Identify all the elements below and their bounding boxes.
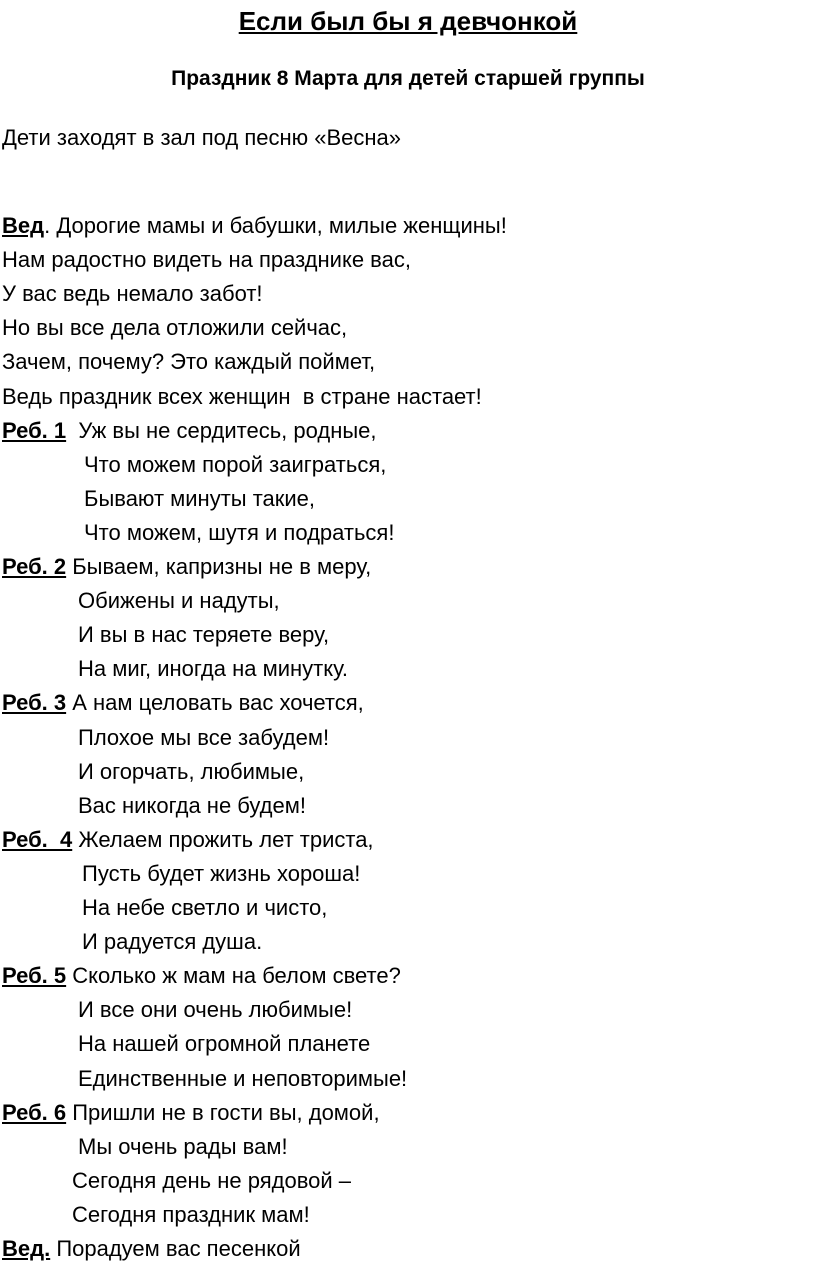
- intro-line: Дети заходят в зал под песню «Весна»: [2, 125, 402, 150]
- line-text: Зачем, почему? Это каждый поймет,: [2, 349, 376, 375]
- speaker-label: Реб. 1: [2, 417, 67, 443]
- verse-line: [82, 927, 262, 957]
- line-text: И огорчать, любимые,: [78, 758, 305, 784]
- verse-line: [2, 279, 263, 309]
- line-text: Мы очень рады вам!: [78, 1133, 288, 1159]
- verse-line: [2, 313, 347, 343]
- verse-line: [84, 484, 315, 514]
- verse-line: [78, 620, 329, 650]
- verse-line: [2, 347, 375, 377]
- verse-line: [78, 1064, 407, 1094]
- verse-line: [78, 1132, 288, 1162]
- line-text: И все они очень любимые!: [78, 997, 353, 1023]
- speaker-line: [2, 416, 377, 446]
- speaker-line: [2, 1098, 380, 1128]
- line-text: На нашей огромной планете: [78, 1031, 371, 1057]
- line-text: . Дорогие мамы и бабушки, милые женщины!: [44, 213, 507, 238]
- verse-line: [78, 723, 329, 753]
- verse-line: [78, 1029, 370, 1059]
- line-text: На небе светло и чисто,: [82, 895, 328, 920]
- verse-line: [72, 1200, 310, 1230]
- verse-line: [78, 995, 352, 1025]
- speaker-label: Реб. 6: [2, 1099, 67, 1125]
- verse-line: [78, 586, 280, 616]
- line-text: Нам радостно видеть на празднике вас,: [2, 247, 411, 273]
- speaker-line: [2, 961, 401, 991]
- line-text: И вы в нас теряете веру,: [78, 622, 330, 648]
- line-text: Что можем порой заиграться,: [84, 451, 387, 477]
- verse-line: [84, 450, 386, 480]
- line-text: Обижены и надуты,: [78, 588, 280, 614]
- line-text: Но вы все дела отложили сейчас,: [2, 315, 348, 341]
- speaker-label: Реб. 2: [2, 554, 67, 579]
- line-text: Сколько ж мам на белом свете?: [66, 963, 401, 989]
- line-text: А нам целовать вас хочется,: [66, 690, 364, 716]
- line-text: Что можем, шутя и подраться!: [84, 519, 395, 545]
- speaker-line: [2, 825, 374, 855]
- speaker-line: [2, 688, 364, 718]
- verse-line: [78, 757, 304, 787]
- line-text: Ведь праздник всех женщин в стране настает!: [2, 383, 482, 409]
- verse-line: [2, 245, 411, 275]
- line-text: И радуется душа.: [82, 929, 263, 955]
- line-text: Пусть будет жизнь хороша!: [82, 860, 361, 886]
- line-text: Плохое мы все забудем!: [78, 724, 330, 750]
- speaker-line: [2, 211, 507, 241]
- line-text: Порадуем вас песенкой: [50, 1236, 301, 1261]
- line-text: У вас ведь немало забот!: [2, 281, 263, 307]
- line-text: Сегодня праздник мам!: [72, 1201, 310, 1227]
- verse-line: [72, 1166, 351, 1196]
- speaker-label: Реб. 5: [2, 963, 67, 989]
- document-title: Если был бы я девчонкой: [238, 6, 578, 36]
- line-text: Вас никогда не будем!: [78, 792, 306, 818]
- speaker-label: Вед: [2, 213, 45, 238]
- speaker-line: [2, 1234, 301, 1264]
- line-text: На миг, иногда на минутку.: [78, 656, 349, 682]
- speaker-label: Реб. 3: [2, 690, 67, 716]
- verse-line: [78, 791, 306, 821]
- line-text: Единственные и неповторимые!: [78, 1065, 408, 1091]
- line-text: Бывают минуты такие,: [84, 485, 316, 511]
- verse-line: [84, 518, 394, 548]
- line-text: Пришли не в гости вы, домой,: [66, 1099, 380, 1125]
- speaker-label: Реб. 4: [2, 826, 73, 852]
- verse-line: [78, 654, 348, 684]
- verse-line: [82, 893, 327, 923]
- speaker-line: [2, 552, 371, 582]
- line-text: Сегодня день не рядовой –: [72, 1167, 352, 1193]
- speaker-label: Вед.: [2, 1236, 51, 1261]
- line-text: Желаем прожить лет триста,: [72, 826, 374, 852]
- verse-line: [2, 382, 482, 412]
- verse-line: [82, 859, 360, 889]
- line-text: Уж вы не сердитесь, родные,: [66, 417, 377, 443]
- document-subtitle: Праздник 8 Марта для детей старшей группы: [171, 67, 645, 90]
- line-text: Бываем, капризны не в меру,: [66, 554, 372, 579]
